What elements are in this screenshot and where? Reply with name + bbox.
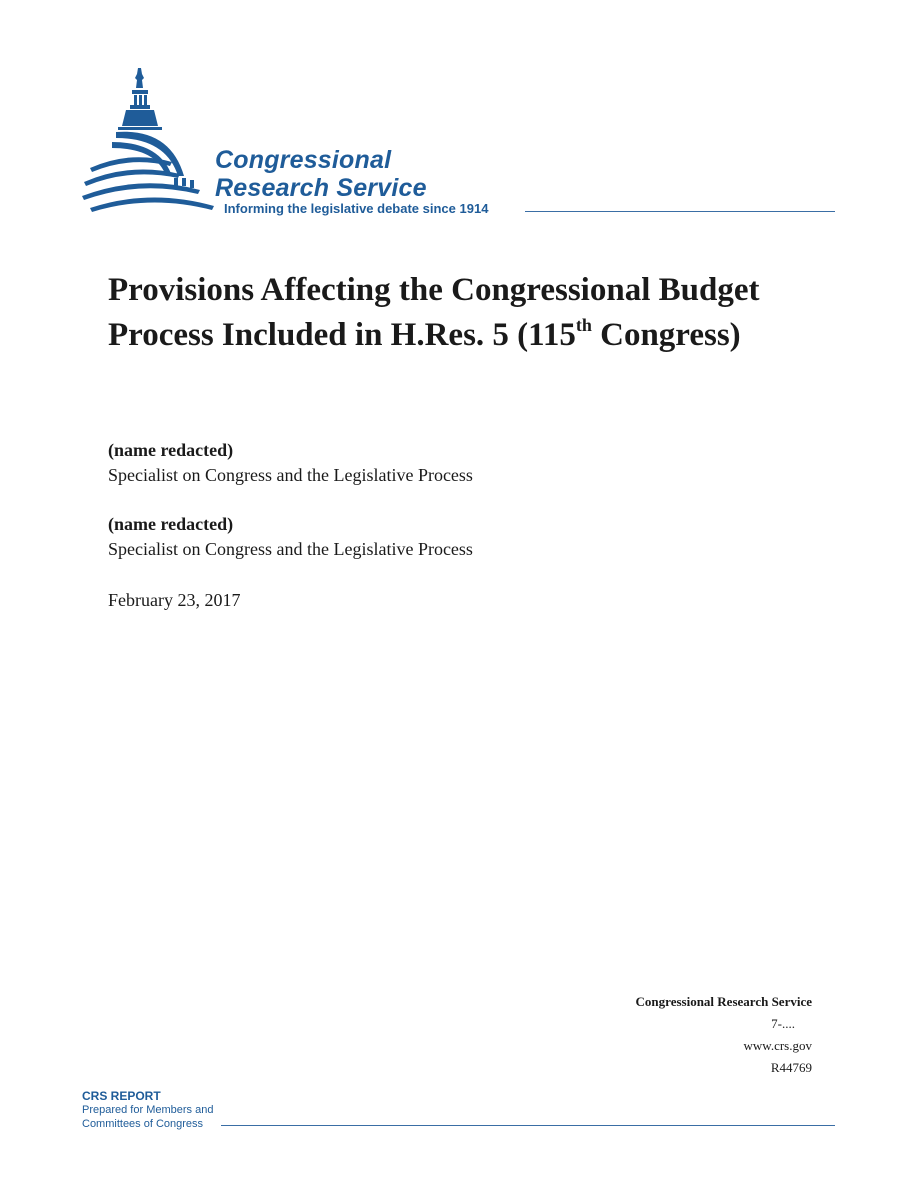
author-name: (name redacted) <box>108 440 234 460</box>
author-block-1 <box>108 438 473 488</box>
author-role: Specialist on Congress and the Legislative Process <box>108 539 473 559</box>
author-role: Specialist on Congress and the Legislative Process <box>108 465 473 485</box>
crs-report-footer-label <box>82 1089 213 1131</box>
report-title-main: Provisions Affecting the Congressional Budget Process Included in H.Res. 5 (115 <box>108 272 760 353</box>
crs-contact-block <box>636 991 812 1079</box>
footer-label-line1: Prepared for Members and <box>82 1104 214 1116</box>
crs-phone: 7-.... <box>771 1016 795 1031</box>
report-title-superscript: th <box>575 315 592 335</box>
report-number: R44769 <box>770 1060 812 1075</box>
crs-website: www.crs.gov <box>743 1038 812 1053</box>
logo-line-research-service: Research Service <box>215 174 427 202</box>
author-name: (name redacted) <box>108 514 234 534</box>
logo-line-congressional: Congressional <box>215 146 392 174</box>
report-title <box>108 268 808 358</box>
crs-logo-wordmark <box>215 146 427 202</box>
footer-label-title: CRS REPORT <box>82 1089 161 1103</box>
author-block-2 <box>108 512 473 562</box>
report-title-end: Congress) <box>591 317 741 353</box>
footer-divider <box>221 1125 835 1126</box>
report-date: February 23, 2017 <box>108 590 241 610</box>
logo-tagline: Informing the legislative debate since 1914 <box>224 201 489 216</box>
footer-label-line2: Committees of Congress <box>82 1118 204 1130</box>
capitol-dome-logo-icon <box>80 66 220 218</box>
crs-name: Congressional Research Service <box>635 994 812 1009</box>
header-divider <box>525 211 835 212</box>
